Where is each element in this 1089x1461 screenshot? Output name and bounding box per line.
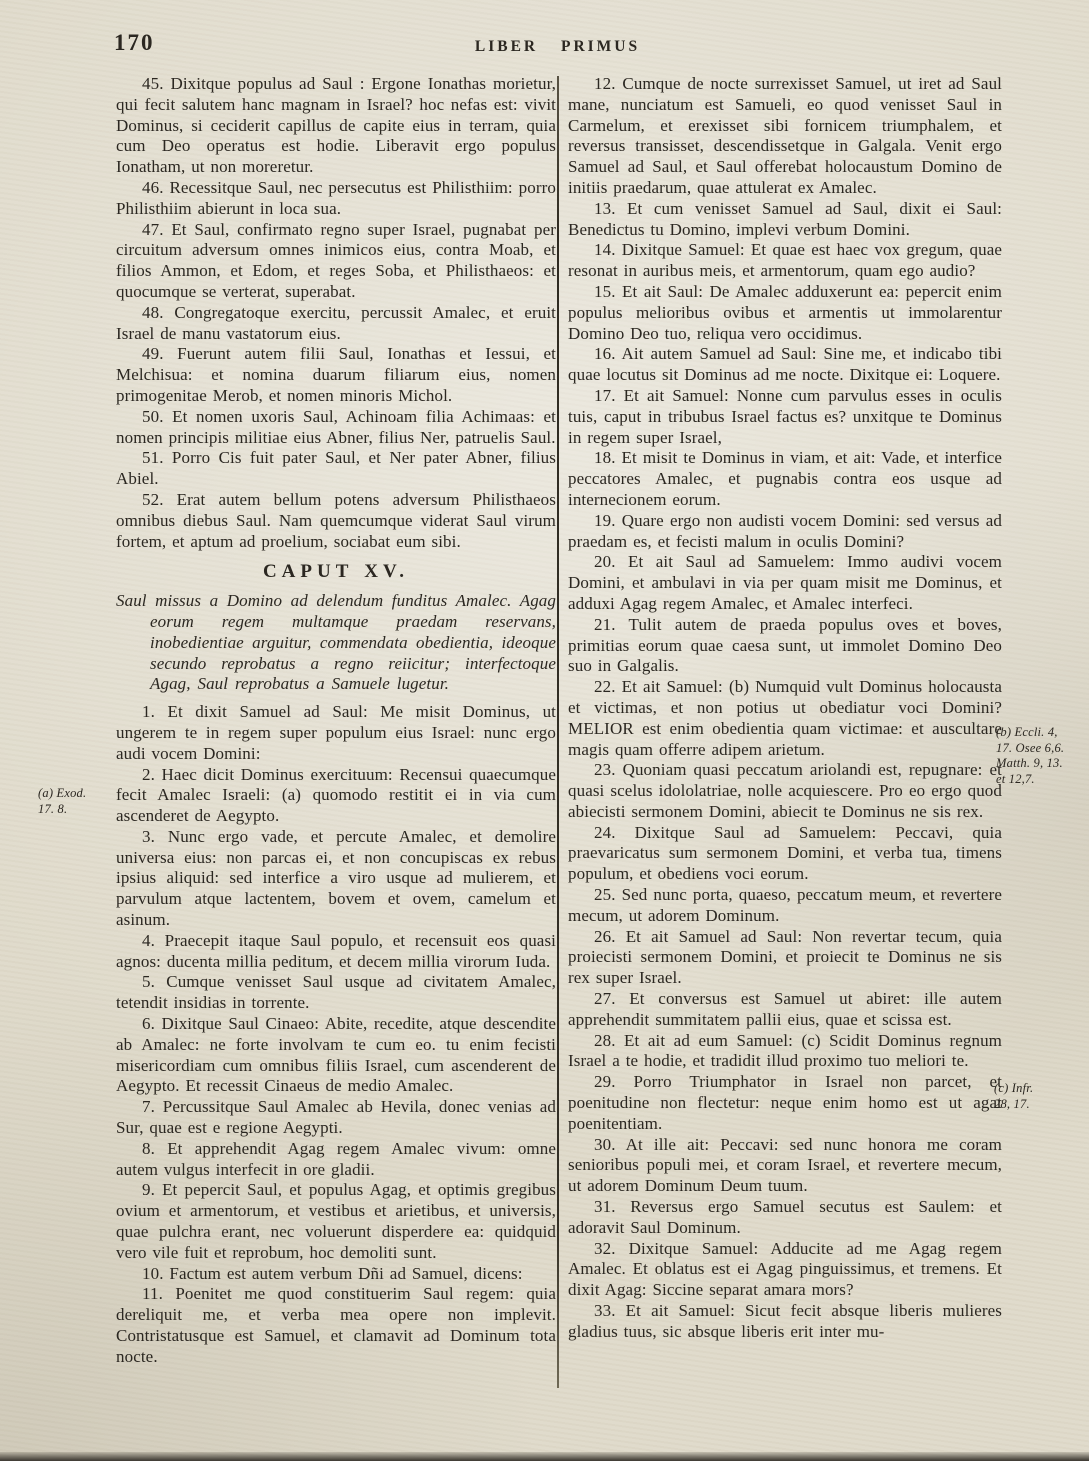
verse-paragraph: 12. Cumque de nocte surrexisset Samuel, ut iret ad Saul mane, nunciatum est Samueli, eo quod venisset Saul in Carmelum, et erexisset sibi fornicem triumphalem, et reversus transisset, descendissetque in Galgala. Venit ergo Samuel ad Saul, et Saul offerebat holocaustum Domino de initiis praedarum, quae attulerat ex Amalec. [568, 74, 1002, 197]
verse-paragraph: 5. Cumque venisset Saul usque ad civitatem Amalec, tetendit insidias in torrente. [116, 972, 556, 1013]
verse-paragraph: 17. Et ait Samuel: Nonne cum parvulus esses in oculis tuis, caput in tribubus Israel factus es? unxitque te Dominus in regem super Israel, [568, 385, 1002, 447]
verse-paragraph: 22. Et ait Samuel: (b) Numquid vult Dominus holocausta et victimas, et non potius ut obediatur voci Domini? MELIOR est enim obedientia quam victimae: et auscultare magis quam offerre adipem arietum. [568, 677, 1002, 759]
verse-paragraph: 8. Et apprehendit Agag regem Amalec vivum: omne autem vulgus interfecit in ore gladii. [116, 1138, 556, 1179]
verse-paragraph: 23. Quoniam quasi peccatum ariolandi est, repugnare: et quasi scelus idololatriae, nolle acquiescere. Pro eo ergo quod abiecisti sermonem Domini, abiecit te Dominus ne sis rex. [568, 760, 1002, 821]
verse-paragraph: 48. Congregatoque exercitu, percussit Amalec, et eruit Israel de manu vastatorum eius. [116, 302, 556, 343]
verse-paragraph: 30. At ille ait: Peccavi: sed nunc honora me coram senioribus populi mei, et coram Israel, et revertere mecum, ut adorem Dominum Deum tuum. [568, 1134, 1002, 1196]
margin-note-line: 17. Osee 6,6. [996, 740, 1065, 755]
verse-paragraph: 16. Ait autem Samuel ad Saul: Sine me, et indicabo tibi quae locutus sit Dominus ad me nocte. Dixitque ei: Loquere. [568, 344, 1002, 385]
verse-paragraph: 15. Et ait Saul: De Amalec adduxerunt ea: pepercit enim populus melioribus ovibus et armentis ut immolarentur Domino Deo tuo, reliqua vero occidimus. [568, 281, 1002, 343]
verse-paragraph: 50. Et nomen uxoris Saul, Achinoam filia Achimaas: et nomen principis militiae eius Abner, filius Ner, patruelis Saul. [116, 406, 556, 447]
right-column [568, 74, 1002, 1343]
chapter-15-verses [116, 702, 556, 1368]
column-divider [557, 76, 559, 1388]
verse-paragraph: 14. Dixitque Samuel: Et quae est haec vox gregum, quae resonat in auribus meis, et armentorum, quam ego audio? [568, 240, 1002, 281]
verse-paragraph: 1. Et dixit Samuel ad Saul: Me misit Dominus, ut ungerem te in regem super populum eius Israel: nunc ergo audi vocem Domini: [116, 702, 556, 763]
margin-note-c [994, 1081, 1086, 1112]
chapter-heading: CAPUT XV. [262, 561, 410, 583]
verse-paragraph: 29. Porro Triumphator in Israel non parcet, et poenitudine non flectetur: neque enim homo est ut agat poenitentiam. [568, 1072, 1002, 1133]
margin-note-line: et 12,7. [996, 771, 1035, 786]
verse-paragraph: 18. Et misit te Dominus in viam, et ait: Vade, et interfice peccatores Amalec, et pugnabis contra eos usque ad internecionem eorum. [568, 448, 1002, 509]
verse-paragraph: 45. Dixitque populus ad Saul : Ergone Ionathas morietur, qui fecit salutem hanc magnam in Israel? hoc nefas est: vivit Dominus, si ceciderit capillus de capite eius in terram, quia cum Deo operatus est hodie. Liberavit ergo populus Ionatham, ut non moreretur. [116, 74, 556, 177]
margin-note-line: (c) Infr. [994, 1081, 1034, 1095]
verse-paragraph: 27. Et conversus est Samuel ut abiret: ille autem apprehendit summitatem pallii eius, quae et scissa est. [568, 989, 1002, 1029]
verse-paragraph: 28. Et ait ad eum Samuel: (c) Scidit Dominus regnum Israel a te hodie, et tradidit illud proximo tuo meliori te. [568, 1030, 1002, 1071]
page-number: 170 [114, 30, 155, 55]
margin-note-line: 28, 17. [994, 1096, 1030, 1111]
verse-paragraph: 6. Dixitque Saul Cinaeo: Abite, recedite, atque descendite ab Amalec: ne forte involvam te cum eo. tu enim fecisti misericordiam cum omnibus filiis Israel, cum ascenderent de Aegypto. Et recessit Cinaeus de medio Amalec. [116, 1014, 556, 1096]
verse-paragraph: 49. Fuerunt autem filii Saul, Ionathas et Iessui, et Melchisua: et nomina duarum filiarum eius, nomen primogenitae Merob, et nomen minoris Michol. [116, 344, 556, 405]
running-title: LIBER PRIMUS [474, 38, 641, 55]
verse-paragraph: 46. Recessitque Saul, nec persecutus est Philisthiim: porro Philisthiim abierunt in loca sua. [116, 177, 556, 218]
margin-note-b [996, 725, 1088, 787]
verse-paragraph: 20. Et ait Saul ad Samuelem: Immo audivi vocem Domini, et ambulavi in via per quam misit me Dominus, et adduxi Agag regem Amalec, et Amalec interfeci. [568, 552, 1002, 613]
chapter-14-verses [116, 74, 556, 552]
verse-paragraph: 19. Quare ergo non audisti vocem Domini: sed versus ad praedam es, et fecisti malum in oculis Domini? [568, 510, 1002, 551]
verse-paragraph: 26. Et ait Samuel ad Saul: Non revertar tecum, quia proiecisti sermonem Domini, et proiecit te Dominus ne sis rex super Israel. [568, 926, 1002, 988]
verse-paragraph: 10. Factum est autem verbum Dñi ad Samuel, dicens: [142, 1263, 523, 1283]
left-column [116, 74, 556, 1368]
verse-paragraph: 52. Erat autem bellum potens adversum Philisthaeos omnibus diebus Saul. Nam quemcumque viderat Saul virum fortem, et aptum ad proelium, sociabat eum sibi. [116, 489, 556, 551]
verse-paragraph: 31. Reversus ergo Samuel secutus est Saulem: et adoravit Saul Dominum. [568, 1197, 1002, 1237]
verse-paragraph: 4. Praecepit itaque Saul populo, et recensuit eos quasi agnos: ducenta millia peditum, et decem millia virorum Iuda. [116, 930, 556, 971]
verse-paragraph: 25. Sed nunc porta, quaeso, peccatum meum, et revertere mecum, ut adorem Dominum. [568, 885, 1002, 925]
margin-note-a [38, 786, 114, 817]
verse-paragraph: 9. Et pepercit Saul, et populus Agag, et optimis gregibus ovium et armentorum, et vestibus et arietibus, et universis, quae pulchra erant, nec voluerunt disperdere ea: quidquid vero vile fuit et reprobum, hoc demoliti sunt. [116, 1180, 556, 1262]
margin-note-line: (a) Exod. [38, 786, 87, 800]
margin-note-line: 17. 8. [38, 801, 68, 816]
chapter-15-verses-continued [568, 74, 1002, 1343]
verse-paragraph: 47. Et Saul, confirmato regno super Israel, pugnabat per circuitum adversum omnes inimicos eius, contra Moab, et filios Ammon, et Edom, et reges Soba, et Philisthaeos: et quocumque se verterat, superabat. [116, 219, 556, 301]
margin-note-line: Matth. 9, 13. [996, 756, 1063, 770]
margin-note-line: (b) Eccli. 4, [996, 725, 1058, 739]
verse-paragraph: 21. Tulit autem de praeda populus oves et boves, primitias eorum quae caesa sunt, ut immolet Domino Deo suo in Galgalis. [568, 614, 1002, 676]
verse-paragraph: 3. Nunc ergo vade, et percute Amalec, et demolire universa eius: non parcas ei, et non concupiscas ex rebus ipsius aliquid: sed interfice a viro usque ad mulierem, et parvulum atque lactentem, bovem et ovem, camelum et asinum. [116, 826, 556, 930]
verse-paragraph: 7. Percussitque Saul Amalec ab Hevila, donec venias ad Sur, quae est e regione Aegypti. [116, 1097, 556, 1138]
verse-paragraph: 11. Poenitet me quod constituerim Saul regem: quia dereliquit me, et verba mea opere non implevit. Contristatusque est Samuel, et clamavit ad Dominum tota nocte. [116, 1284, 556, 1366]
verse-paragraph: 33. Et ait Samuel: Sicut fecit absque liberis mulieres gladius tuus, sic absque liberis erit inter mu- [568, 1301, 1002, 1341]
chapter-summary: Saul missus a Domino ad delendum funditus Amalec. Agag eorum regem multamque praedam reservans, inobedientiae arguitur, commendata obedientia, ideoque secundo reprobatus a regno reiicitur; interfectoque Agag, Saul reprobatus a Samuele lugetur. [116, 591, 556, 694]
verse-paragraph: 13. Et cum venisset Samuel ad Saul, dixit ei Saul: Benedictus tu Domino, implevi verbum Domini. [568, 198, 1002, 239]
page-bottom-shadow [0, 1452, 1089, 1461]
verse-paragraph: 24. Dixitque Saul ad Samuelem: Peccavi, quia praevaricatus sum sermonem Domini, et verba tua, timens populum, et obediens voci eorum. [568, 822, 1002, 884]
verse-paragraph: 32. Dixitque Samuel: Adducite ad me Agag regem Amalec. Et oblatus est ei Agag pinguissimus, et tremens. Et dixit Agag: Siccine separat amara mors? [568, 1238, 1002, 1300]
verse-paragraph: 2. Haec dicit Dominus exercituum: Recensui quaecumque fecit Amalec Israeli: (a) quomodo restitit ei in via cum ascenderet de Aegypto. [116, 764, 556, 826]
verse-paragraph: 51. Porro Cis fuit pater Saul, et Ner pater Abner, filius Abiel. [116, 448, 556, 489]
